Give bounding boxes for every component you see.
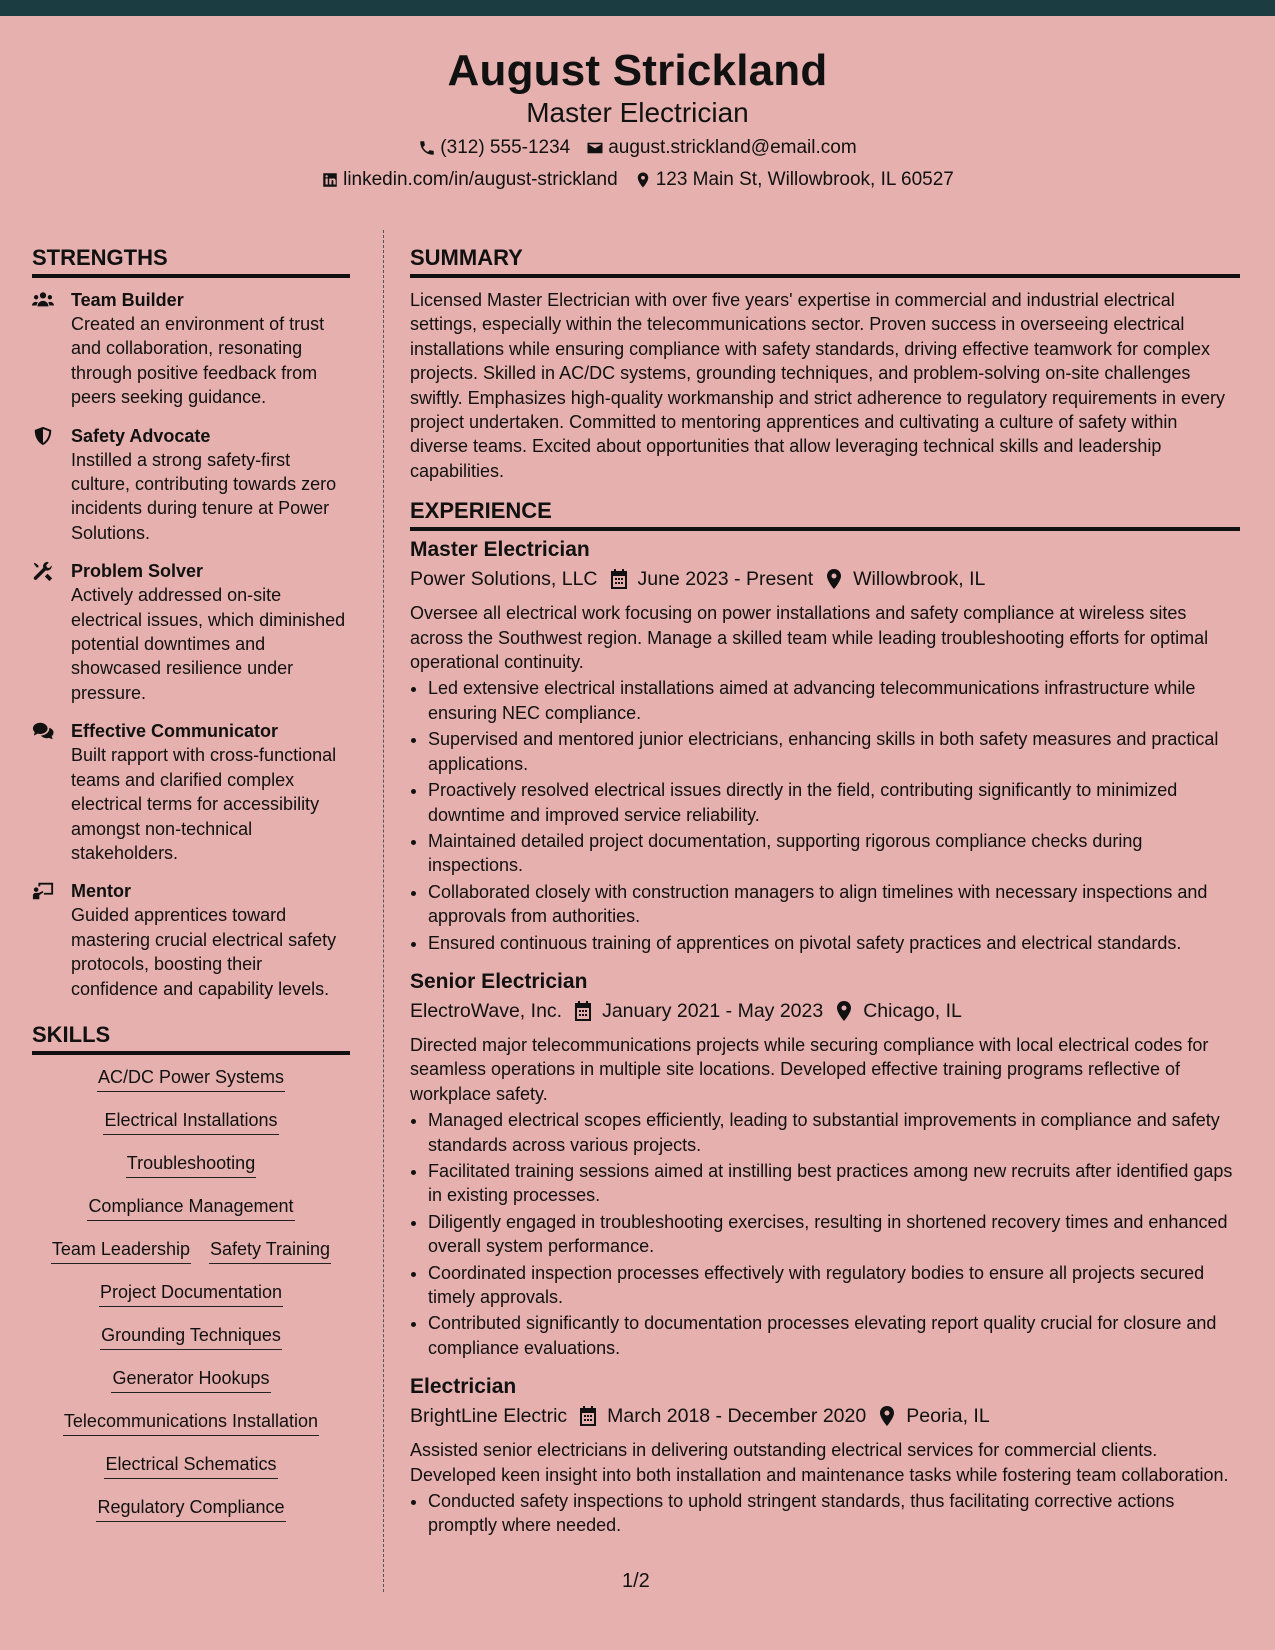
job-bullet: • Ensured continuous training of apprentices on pivotal safety practices and electrical standards. [428,931,1240,955]
skill-tag: Project Documentation [99,1280,283,1307]
strength-item [32,719,350,865]
shield-icon [32,426,54,446]
strength-title: Problem Solver [71,561,204,582]
job-company: Power Solutions, LLC [410,568,598,591]
contact-line-2 [0,168,1275,192]
skills-list [32,1065,350,1522]
job-bullet: • Coordinated inspection processes effectively with regulatory bodies to ensure all projects secured timely approvals. [428,1261,1240,1310]
job-location: Chicago, IL [863,999,962,1022]
top-accent-bar [0,0,1275,16]
skill-tag: AC/DC Power Systems [97,1065,285,1092]
job-bullet: • Proactively resolved electrical issues directly in the field, contributing significantly to minimized downtime and improved service reliability. [428,778,1240,827]
strength-item [32,559,350,705]
comments-icon [32,721,54,741]
job-bullets [410,1108,1240,1360]
skill-tag: Safety Training [209,1237,331,1264]
strength-title: Mentor [71,881,131,902]
job-dates: March 2018 - December 2020 [607,1405,867,1428]
strength-title: Safety Advocate [71,425,211,446]
skill-tag: Team Leadership [51,1237,191,1264]
strength-item [32,424,350,546]
skill-tag: Grounding Techniques [100,1323,282,1350]
contact-phone[interactable] [418,136,570,160]
summary-heading: SUMMARY [410,244,1240,278]
job-bullet: • Diligently engaged in troubleshooting exercises, resulting in shortened recovery times and enhanced overall system performance. [428,1210,1240,1259]
contact-linkedin[interactable] [321,168,618,192]
address-text: 123 Main St, Willowbrook, IL 60527 [655,169,954,190]
strength-title: Effective Communicator [71,721,279,742]
contact-email[interactable] [586,136,856,160]
strength-item [32,879,350,1001]
job-bullet: • Collaborated closely with construction managers to align timelines with necessary inspections and approvals from authorities. [428,880,1240,929]
calendar-icon [574,1001,592,1021]
job-title: Master Electrician [410,538,590,562]
linkedin-icon [321,171,339,189]
job-bullet: • Managed electrical scopes efficiently, leading to substantial improvements in compliance and safety standards across various projects. [428,1108,1240,1157]
strength-title: Team Builder [71,290,184,310]
strength-desc: Built rapport with cross-functional teams and clarified complex electrical terms for accessibility amongst non-technical stakeholders. [71,745,337,863]
job-description: Oversee all electrical work focusing on power installations and safety compliance at wireless sites across the Southwest region. Manage a skilled team while leading troubleshooting efforts for optimal operational continuity. [410,603,1209,673]
job-bullets [410,1489,1240,1538]
resume-header [0,16,1275,204]
strength-item [32,288,350,410]
job-bullet: • Supervised and mentored junior electricians, enhancing skills in both safety measures and practical applications. [428,727,1240,776]
job-location: Willowbrook, IL [853,568,986,591]
skills-heading: SKILLS [32,1021,350,1055]
job-dates: June 2023 - Present [637,568,814,591]
job-location: Peoria, IL [906,1405,990,1428]
job-bullet: • Maintained detailed project documentation, supporting rigorous compliance checks during inspections. [428,829,1240,878]
job-title: Senior Electrician [410,969,588,993]
summary-text: Licensed Master Electrician with over five years' expertise in commercial and industrial electrical settings, especially within the telecommunications sector. Proven success in overseeing electrical installations while ensuring compliance with safety standards, driving effective teamwork for complex projects. Skilled in AC/DC systems, grounding techniques, and problem-solving on-site challenges swiftly. Emphasizes high-quality workmanship and strict adherence to regulatory requirements in every project undertaken. Committed to mentoring apprentices and cultivating a culture of safety within diverse teams. Excited about opportunities that allow leveraging technical skills and leadership capabilities. [410,290,1226,481]
job-entry [410,969,1240,1360]
column-divider [383,230,384,1592]
job-description: Directed major telecommunications projects while securing compliance with local electrical codes for seamless operations in multiple site locations. Developed effective training programs reflective of workplace safety. [410,1034,1209,1104]
strength-desc: Actively addressed on-site electrical issues, which diminished potential downtimes and showcased resilience under pressure. [71,585,346,703]
right-column [410,244,1240,1552]
contact-address [634,168,954,192]
users-icon [32,290,54,310]
skill-tag: Electrical Schematics [104,1452,277,1479]
job-entry [410,1374,1240,1538]
candidate-name: August Strickland [447,46,828,95]
job-bullet: • Conducted safety inspections to uphold stringent standards, thus facilitating corrective actions promptly where needed. [428,1489,1240,1538]
tools-icon [32,561,54,581]
map-pin-icon [825,569,843,589]
job-bullets [410,676,1240,954]
map-pin-icon [634,171,652,189]
skill-tag: Regulatory Compliance [96,1495,285,1522]
job-bullet: • Led extensive electrical installations aimed at advancing telecommunications infrastructure while ensuring NEC compliance. [428,676,1240,725]
job-company: ElectroWave, Inc. [410,999,563,1022]
job-description: Assisted senior electricians in delivering outstanding electrical services for commercial clients. Developed keen insight into both installation and maintenance tasks while fostering team collaboration. [410,1440,1229,1485]
job-bullet: • Contributed significantly to documentation processes elevating report quality crucial for closure and compliance evaluations. [428,1311,1240,1360]
phone-text: (312) 555-1234 [440,137,571,158]
email-text: august.strickland@email.com [608,137,857,158]
envelope-icon [586,139,604,157]
strengths-heading: STRENGTHS [32,244,350,278]
job-entry [410,537,1240,955]
skill-tag: Troubleshooting [126,1151,256,1178]
skill-tag: Telecommunications Installation [63,1409,319,1436]
experience-heading: EXPERIENCE [410,497,1240,531]
strength-desc: Instilled a strong safety-first culture, contributing towards zero incidents during tenure at Power Solutions. [71,449,337,543]
strength-desc: Created an environment of trust and collaboration, resonating through positive feedback from peers seeking guidance. [71,314,325,408]
job-meta [410,1402,1240,1430]
contact-line-1 [0,136,1275,160]
job-meta [410,565,1240,593]
calendar-icon [610,569,628,589]
job-title: Electrician [410,1375,517,1399]
candidate-title: Master Electrician [526,97,749,128]
job-bullet: • Facilitated training sessions aimed at instilling best practices among new recruits after identified gaps in existing processes. [428,1159,1240,1208]
job-meta [410,997,1240,1025]
skill-tag: Generator Hookups [111,1366,270,1393]
phone-icon [418,139,436,157]
skill-tag: Compliance Management [87,1194,294,1221]
page-number: 1/2 [622,1570,650,1592]
chalkboard-teacher-icon [32,881,54,901]
map-pin-icon [878,1406,896,1426]
calendar-icon [579,1406,597,1426]
job-company: BrightLine Electric [410,1405,568,1428]
linkedin-text: linkedin.com/in/august-strickland [343,169,618,190]
strength-desc: Guided apprentices toward mastering crucial electrical safety protocols, boosting their confidence and capability levels. [71,905,337,999]
job-dates: January 2021 - May 2023 [602,999,824,1022]
skill-tag: Electrical Installations [103,1108,278,1135]
left-column [32,244,350,1538]
map-pin-icon [835,1001,853,1021]
